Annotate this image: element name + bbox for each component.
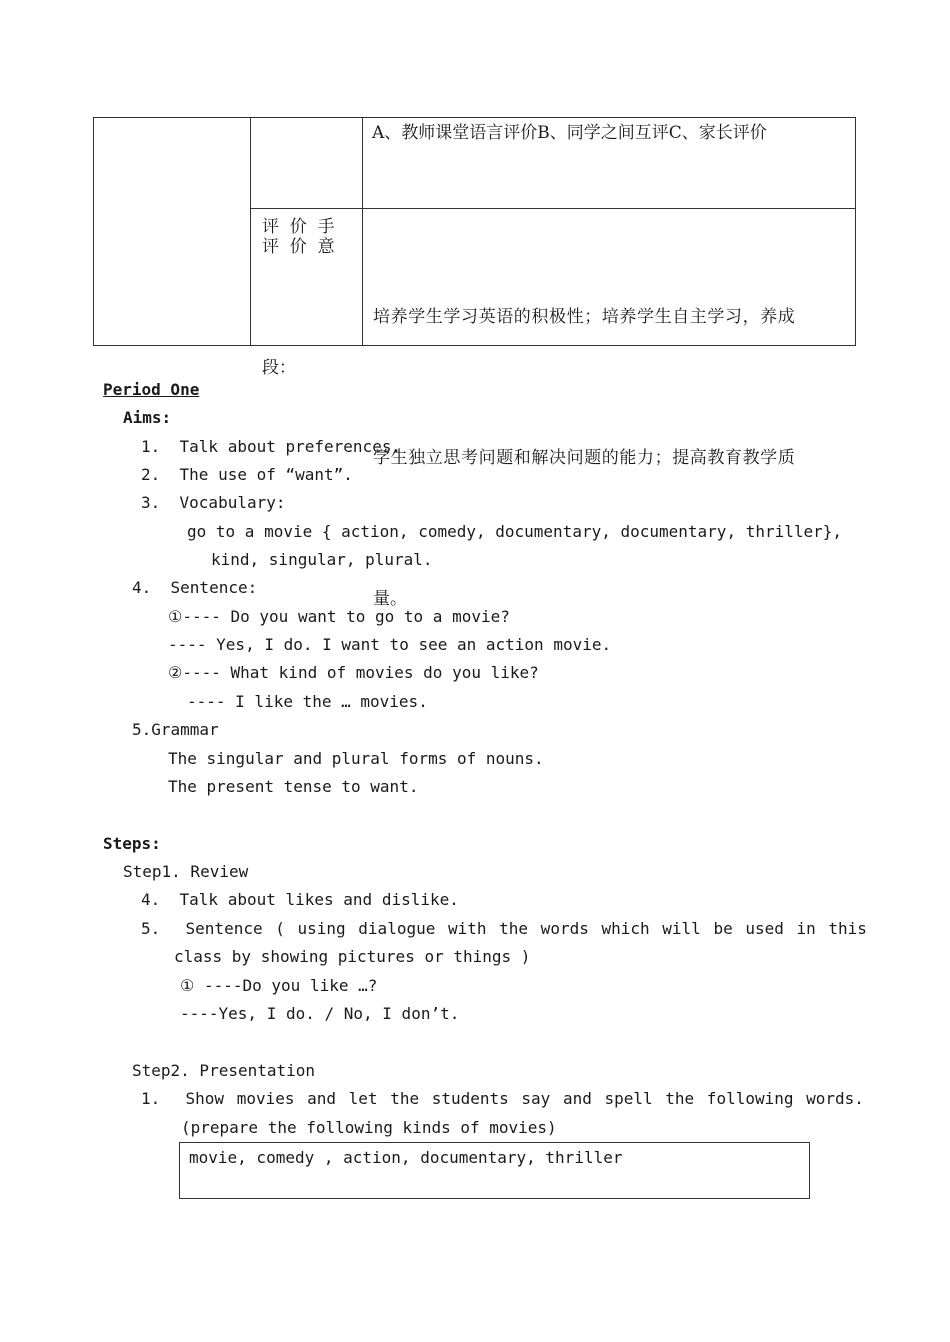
step-item: 4. Talk about likes and dislike. [141, 890, 459, 909]
step-item: class by showing pictures or things ) [174, 947, 531, 966]
aim-item: 5.Grammar [132, 720, 219, 739]
sentence-line: ②---- What kind of movies do you like? [168, 663, 539, 682]
steps-heading: Steps: [103, 834, 161, 853]
sentence-line: ①---- Do you want to go to a movie? [168, 607, 510, 626]
grammar-line: The singular and plural forms of nouns. [168, 749, 544, 768]
grammar-line: The present tense to want. [168, 777, 419, 796]
vocab-line: go to a movie { action, comedy, documentary, documentary, thriller}, [187, 522, 843, 541]
method-text: A、教师课堂语言评价B、同学之间互评C、家长评价 [372, 123, 767, 143]
aim-item: 1. Talk about preferences. [141, 437, 402, 456]
aim-item: 3. Vocabulary: [141, 493, 286, 512]
aim-item: 4. Sentence: [132, 578, 258, 597]
table-divider [250, 118, 251, 345]
step-title: Step2. Presentation [132, 1061, 316, 1080]
dialogue-line: ----Yes, I do. / No, I don’t. [180, 1004, 460, 1023]
method-label-line: 段： [262, 358, 296, 378]
dialogue-line: ① ----Do you like …? [180, 976, 378, 995]
step-item: (prepare the following kinds of movies) [181, 1118, 557, 1137]
method-label-line: 评 价 手 [262, 217, 335, 237]
method-label [262, 110, 357, 486]
aims-heading: Aims: [123, 408, 172, 427]
vocabulary-box-text: movie, comedy , action, documentary, thriller [189, 1148, 623, 1167]
meaning-line: 量。 [373, 589, 407, 609]
step-title: Step1. Review [123, 862, 249, 881]
sentence-line: ---- Yes, I do. I want to see an action movie. [168, 635, 612, 654]
vocabulary-box [179, 1142, 810, 1199]
step-item: 1. Show movies and let the students say and spell the following words. [141, 1089, 864, 1108]
sentence-line: ---- I like the … movies. [187, 692, 428, 711]
vocab-line: kind, singular, plural. [211, 550, 433, 569]
meaning-line: 学生独立思考问题和解决问题的能力；提高教育教学质 [373, 448, 796, 468]
period-title: Period One [103, 380, 200, 399]
aim-item: 2. The use of “want”. [141, 465, 353, 484]
meaning-label: 评 价 意 [262, 237, 335, 257]
meaning-line: 培养学生学习英语的积极性；培养学生自主学习，养成 [373, 307, 796, 327]
step-item: 5. Sentence ( using dialogue with the words which will be used in this [141, 919, 867, 938]
table-divider [362, 118, 363, 345]
